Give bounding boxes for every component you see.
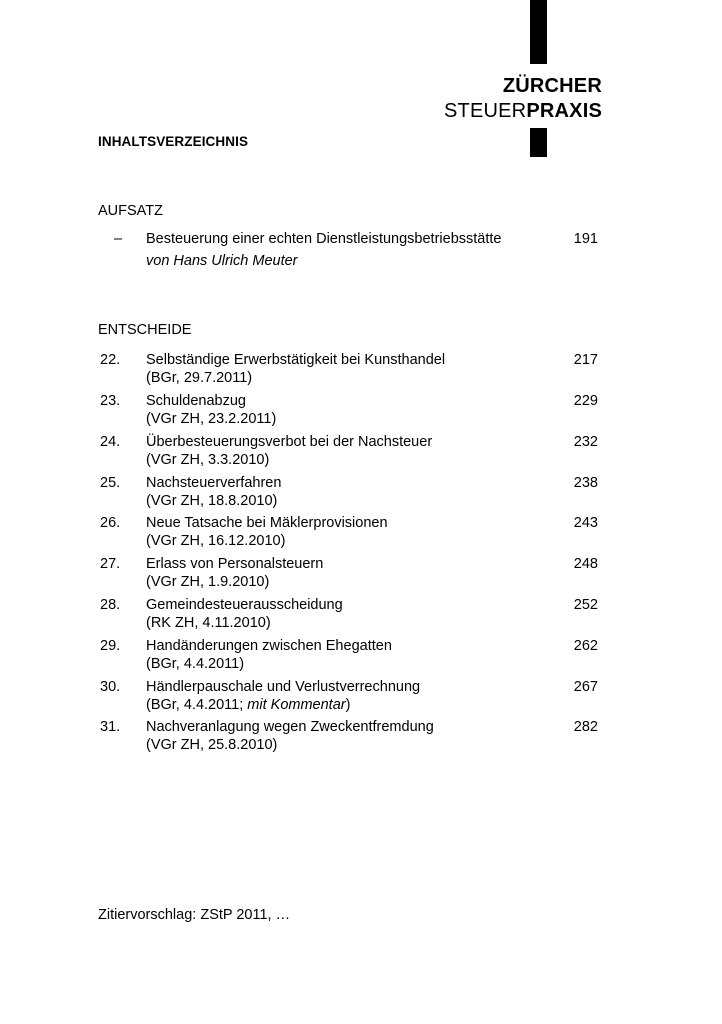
list-item (98, 351, 598, 387)
entry-source: (VGr ZH, 16.12.2010) (146, 533, 286, 549)
aufsatz-entry (98, 230, 598, 274)
logo-zuercher: ZÜRCHER (502, 75, 602, 97)
aufsatz-author: von Hans Ulrich Meuter (146, 253, 298, 269)
entry-source-suffix: ) (345, 697, 351, 713)
entry-page: 262 (573, 638, 598, 654)
entry-source: (VGr ZH, 1.9.2010) (146, 574, 270, 590)
entry-title: Überbesteuerungsverbot bei der Nachsteuer (146, 434, 433, 450)
list-item (98, 474, 598, 510)
list-item (98, 678, 598, 714)
entry-source: (VGr ZH, 25.8.2010) (146, 737, 278, 753)
entry-title: Handänderungen zwischen Ehegatten (146, 638, 392, 654)
logo-bar-bottom (530, 128, 547, 157)
entry-source-comment: mit Kommentar (247, 697, 346, 713)
entry-number: 25. (100, 475, 121, 491)
logo-bar-top (530, 0, 547, 64)
entry-title: Händlerpauschale und Verlustverrechnung (146, 679, 421, 695)
list-item (98, 392, 598, 428)
section-aufsatz-label: AUFSATZ (98, 203, 163, 219)
entry-number: 30. (100, 679, 121, 695)
entry-number: 26. (100, 515, 121, 531)
citation-suggestion: Zitiervorschlag: ZStP 2011, … (98, 907, 291, 923)
aufsatz-page: 191 (573, 231, 598, 247)
entry-page: 282 (573, 719, 598, 735)
entry-title: Gemeindesteuerausscheidung (146, 597, 343, 613)
entry-source: (VGr ZH, 18.8.2010) (146, 493, 278, 509)
entry-page: 252 (573, 597, 598, 613)
entry-title: Selbständige Erwerbstätigkeit bei Kunsthandel (146, 352, 446, 368)
aufsatz-title: Besteuerung einer echten Dienstleistungsbetriebsstätte (146, 231, 502, 247)
entry-number: 31. (100, 719, 121, 735)
entry-title: Nachveranlagung wegen Zweckentfremdung (146, 719, 434, 735)
entry-number: 24. (100, 434, 121, 450)
logo-steuerpraxis (444, 101, 602, 121)
entry-source: (BGr, 29.7.2011) (146, 370, 253, 386)
list-item (98, 514, 598, 550)
aufsatz-dash: – (114, 231, 123, 247)
list-item (98, 555, 598, 591)
page-title: INHALTSVERZEICHNIS (98, 134, 249, 149)
entry-page: 238 (573, 475, 598, 491)
entry-number: 29. (100, 638, 121, 654)
entry-source: (VGr ZH, 23.2.2011) (146, 411, 277, 427)
entry-page: 217 (573, 352, 598, 368)
list-item (98, 433, 598, 469)
entry-source: (BGr, 4.4.2011) (146, 656, 245, 672)
entry-page: 229 (573, 393, 598, 409)
entry-number: 28. (100, 597, 121, 613)
entry-number: 22. (100, 352, 121, 368)
entry-title: Schuldenabzug (146, 393, 246, 409)
entry-page: 267 (573, 679, 598, 695)
entry-source: (VGr ZH, 3.3.2010) (146, 452, 270, 468)
entry-number: 23. (100, 393, 121, 409)
entry-title: Erlass von Personalsteuern (146, 556, 324, 572)
entry-title: Nachsteuerverfahren (146, 475, 282, 491)
entry-number: 27. (100, 556, 121, 572)
list-item (98, 596, 598, 632)
entry-page: 248 (573, 556, 598, 572)
entry-source-prefix: (BGr, 4.4.2011; (146, 697, 248, 713)
entry-page: 243 (573, 515, 598, 531)
logo-steuer: STEUER (444, 100, 527, 122)
entry-page: 232 (573, 434, 598, 450)
list-item (98, 637, 598, 673)
entry-source: (RK ZH, 4.11.2010) (146, 615, 271, 631)
list-item (98, 718, 598, 754)
section-entscheide-label: ENTSCHEIDE (98, 322, 192, 338)
logo-praxis: PRAXIS (526, 100, 602, 122)
entry-title: Neue Tatsache bei Mäklerprovisionen (146, 515, 388, 531)
entry-source (146, 696, 350, 714)
